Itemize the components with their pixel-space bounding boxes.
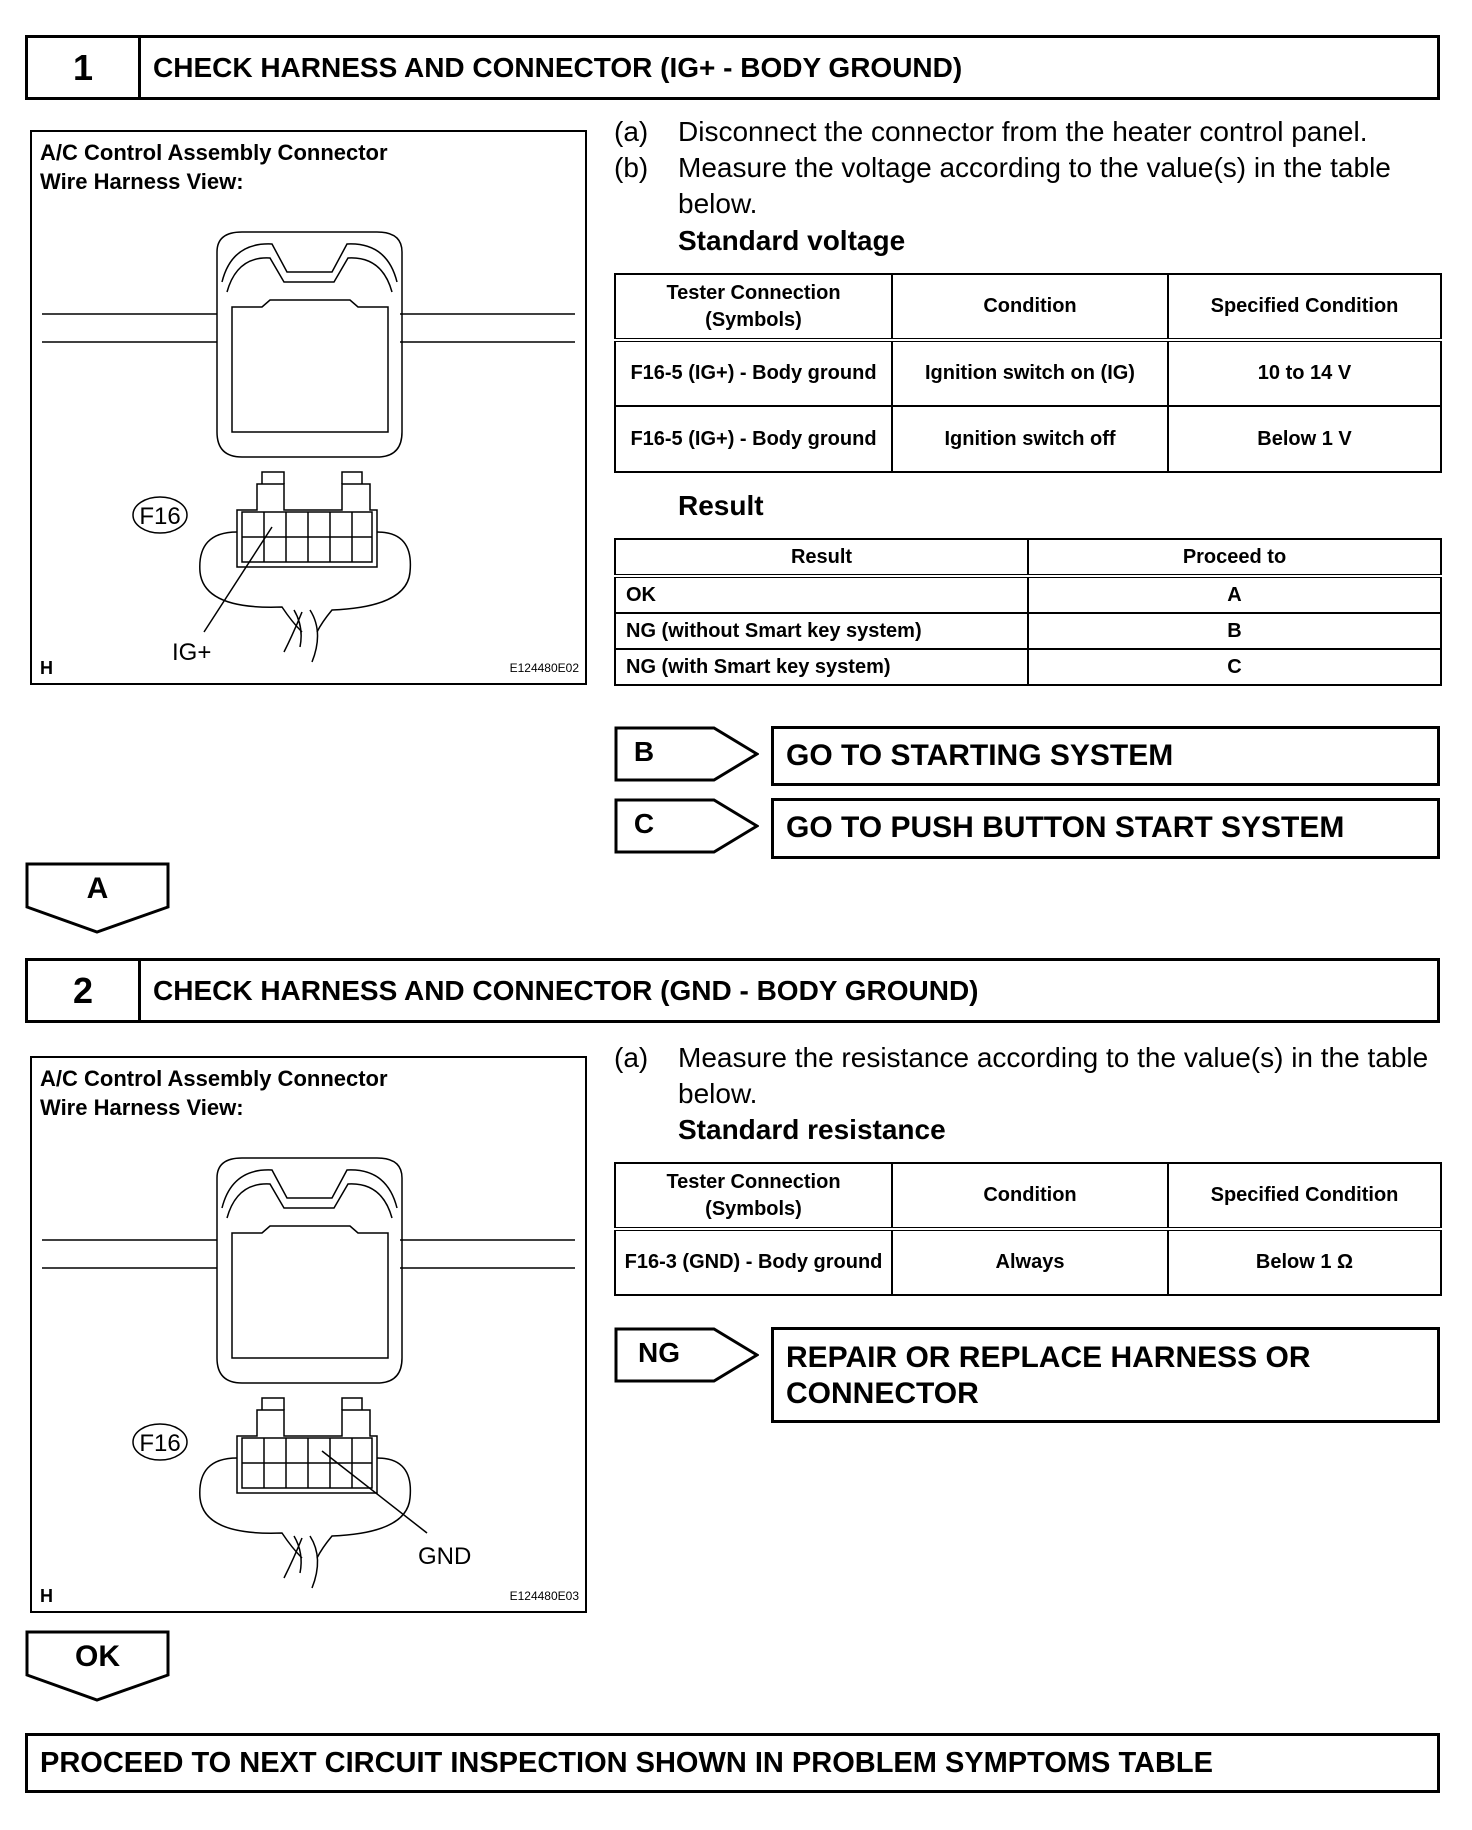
column-header: Result (615, 539, 1028, 576)
step-1-instructions (614, 114, 1440, 222)
step-1-title: CHECK HARNESS AND CONNECTOR (IG+ - BODY GROUND) (153, 51, 963, 83)
voltage-spec-table (614, 273, 1442, 473)
continue-ok-marker: OK (25, 1630, 170, 1702)
step-1-header (25, 35, 1440, 100)
resistance-spec-table (614, 1162, 1442, 1296)
step-1-number: 1 (28, 38, 141, 97)
figure-title: A/C Control Assembly Connector Wire Harness View: (40, 1066, 388, 1120)
column-header: Condition (892, 274, 1168, 340)
go-to-starting-system: GO TO STARTING SYSTEM (771, 726, 1440, 786)
figure-code: E124480E02 (509, 661, 579, 675)
table-row: F16-5 (IG+) - Body ground Ignition switch on (IG) 10 to 14 V (615, 340, 1441, 406)
instruction-item: (a) Disconnect the connector from the heater control panel. (614, 116, 1368, 147)
figure-code: E124480E03 (509, 1589, 579, 1603)
instruction-item: (a) Measure the resistance according to the value(s) in the table below. (614, 1042, 1429, 1109)
column-header: Specified Condition (1168, 1163, 1441, 1229)
result-table (614, 538, 1442, 686)
table-row: F16-3 (GND) - Body ground Always Below 1 Ω (615, 1229, 1441, 1295)
column-header: Proceed to (1028, 539, 1441, 576)
figure-title: A/C Control Assembly Connector Wire Harness View: (40, 140, 388, 194)
branch-ng-marker: NG (614, 1327, 759, 1383)
figure-corner-label: H (40, 1586, 53, 1606)
table-row: F16-5 (IG+) - Body ground Ignition switch off Below 1 V (615, 406, 1441, 472)
connector-label: F16 (139, 503, 181, 530)
connector-diagram-2 (32, 1058, 585, 1611)
step-2-instructions (614, 1040, 1440, 1112)
figure-corner-label: H (40, 658, 53, 678)
continue-a-marker: A (25, 862, 170, 934)
branch-c-marker: C (614, 798, 759, 854)
step-2-number: 2 (28, 961, 141, 1020)
connector-label: F16 (139, 1430, 181, 1457)
result-heading: Result (678, 490, 764, 521)
step-2-title: CHECK HARNESS AND CONNECTOR (GND - BODY GROUND) (153, 974, 979, 1006)
repair-or-replace-harness: REPAIR OR REPLACE HARNESS OR CONNECTOR (771, 1327, 1440, 1423)
instruction-item: (b) Measure the voltage according to the value(s) in the table below. (614, 152, 1391, 219)
column-header: Condition (892, 1163, 1168, 1229)
column-header: Tester Connection (Symbols) (615, 274, 892, 340)
column-header: Tester Connection (Symbols) (615, 1163, 892, 1229)
table-row: NG (with Smart key system) C (615, 649, 1441, 685)
pin-label-ig: IG+ (172, 639, 212, 666)
standard-resistance-heading: Standard resistance (678, 1114, 946, 1145)
branch-b-marker: B (614, 726, 759, 782)
table-row: NG (without Smart key system) B (615, 613, 1441, 649)
pin-label-gnd: GND (418, 1543, 472, 1570)
column-header: Specified Condition (1168, 274, 1441, 340)
step-2-figure (30, 1056, 587, 1613)
step-1-figure (30, 130, 587, 685)
connector-diagram-1 (32, 132, 585, 683)
final-instruction: PROCEED TO NEXT CIRCUIT INSPECTION SHOWN IN PROBLEM SYMPTOMS TABLE (25, 1733, 1440, 1793)
standard-voltage-heading: Standard voltage (678, 225, 906, 256)
table-row: OK A (615, 576, 1441, 613)
step-2-header (25, 958, 1440, 1023)
go-to-push-button-start: GO TO PUSH BUTTON START SYSTEM (771, 798, 1440, 859)
